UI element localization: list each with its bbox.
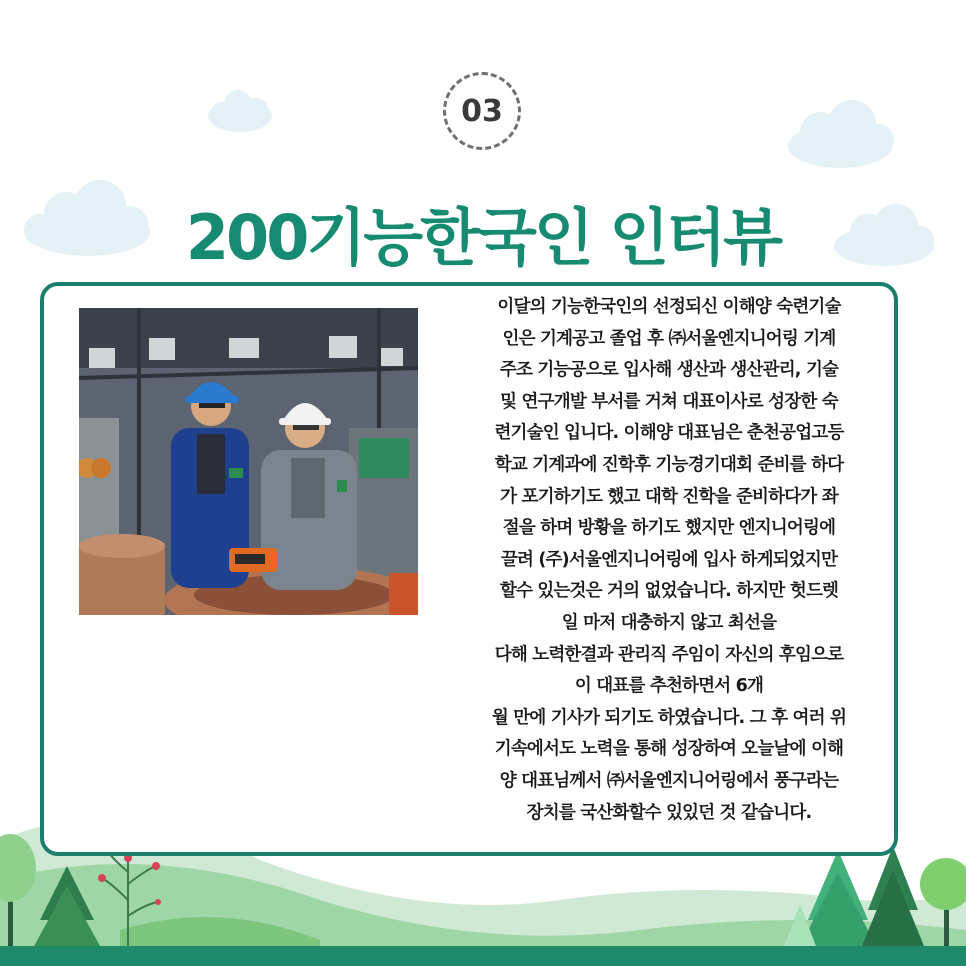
body-line: 양 대표님께서 ㈜서울엔지니어링에서 풍구라는 [499,770,839,791]
body-line: 학교 기계과에 진학후 기능경기대회 준비를 하다 [494,454,844,475]
body-line: 가 포기하기도 했고 대학 진학을 준비하다가 좌 [500,486,838,507]
body-line: 일 마저 대충하지 않고 최선을 [561,612,777,633]
body-line: 주조 기능공으로 입사해 생산과 생산관리, 기술 [499,360,839,381]
step-number-badge: 03 [443,72,521,150]
body-line: 절을 하며 방황을 하기도 했지만 엔지니어링에 [502,518,836,539]
body-line: 인은 기계공고 졸업 후 ㈜서울엔지니어링 기계 [502,328,836,349]
body-line: 이달의 기능한국인의 선정되신 이해양 숙련기술 [497,297,841,317]
page-title: 200기능한국인 인터뷰 [185,201,781,274]
body-line: 월 만에 기사가 되기도 하였습니다. 그 후 여러 위 [491,707,847,728]
body-line: 이 대표를 추천하면서 6개 [574,676,764,697]
ground-strip [0,946,966,966]
cloud-icon [788,100,894,168]
interview-body-text [446,292,892,829]
body-line: 장치를 국산화할수 있있던 것 같습니다. [526,802,812,823]
body-line: 련기술인 입니다. 이해양 대표님은 춘천공업고등 [494,423,844,444]
body-line: 기속에서도 노력을 통해 성장하여 오늘날에 이해 [494,739,844,760]
cloud-icon [208,90,272,132]
body-line: 및 연구개발 부서를 거쳐 대표이사로 성장한 숙 [500,391,838,412]
interview-photo [79,308,418,615]
body-line: 할수 있는것은 거의 없었습니다. 하지만 헛드렛 [499,581,839,602]
body-line: 다해 노력한결과 관리직 주임이 자신의 후임으로 [494,644,844,665]
tree-icon [862,846,924,946]
body-line: 끌려 (주)서울엔지니어링에 입사 하게되었지만 [500,549,838,570]
